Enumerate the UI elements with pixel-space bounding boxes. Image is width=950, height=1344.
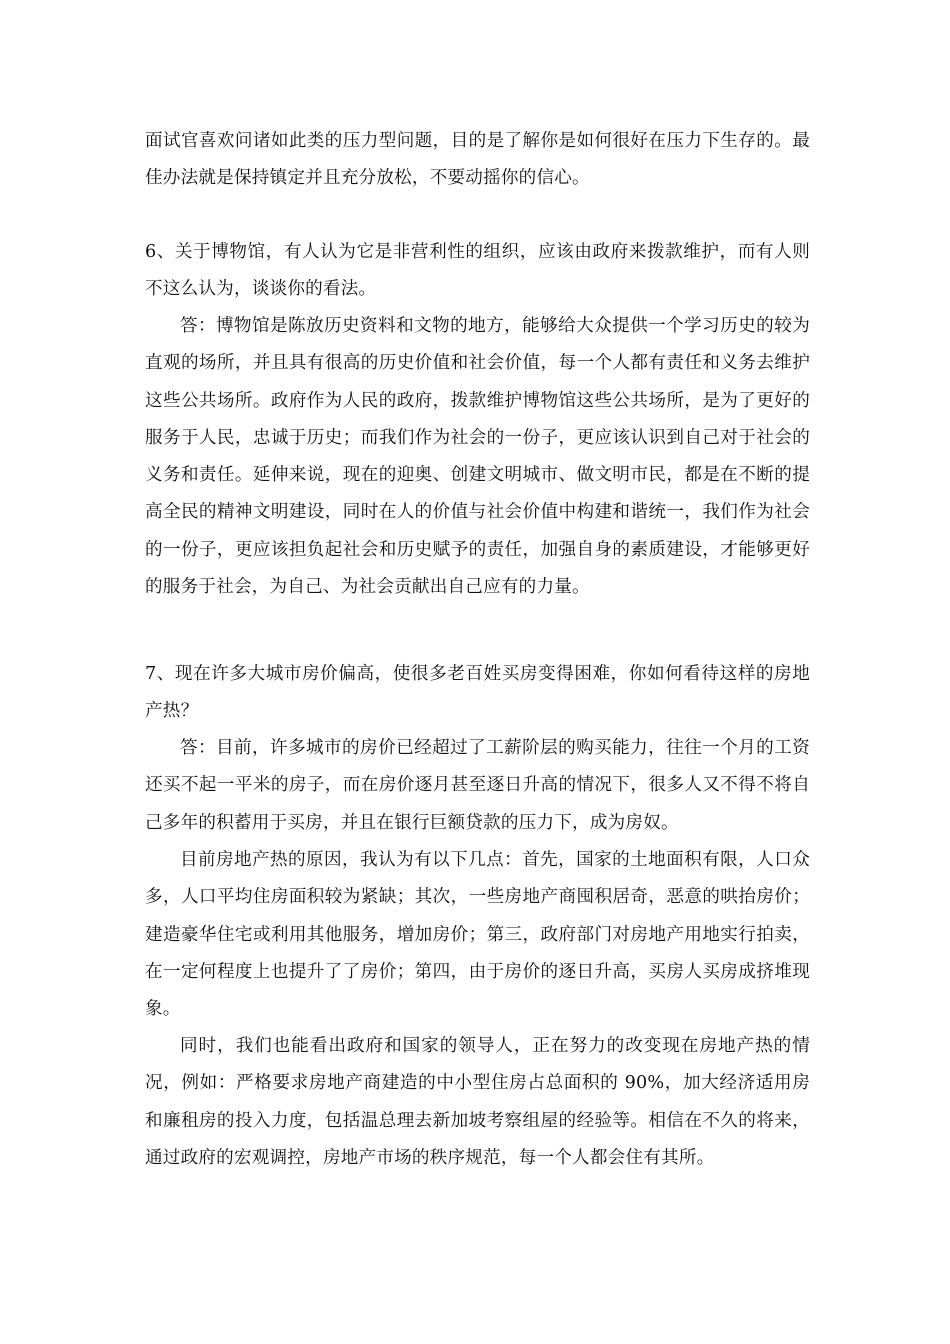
answer-7-paragraph-1: 答：目前，许多城市的房价已经超过了工薪阶层的购买能力，往往一个月的工资还买不起一平米的房子，而在房价逐月甚至逐日升高的情况下，很多人又不得不将自己多年的积蓄用于买房，并且在银行巨额贷款的压力下，成为房奴。 bbox=[145, 738, 810, 833]
paragraph-pressure-questions: 面试官喜欢问诸如此类的压力型问题，目的是了解你是如何很好在压力下生存的。最佳办法就是保持镇定并且充分放松，不要动摇你的信心。 bbox=[145, 131, 810, 189]
answer-7-paragraph-3: 同时，我们也能看出政府和国家的领导人，正在努力的改变现在房地产热的情况，例如：严格要求房地产商建造的中小型住房占总面积的 90%，加大经济适用房和廉租房的投入力度，包括温总理去新加坡考察组屋的经验等。相信在不久的将来，通过政府的宏观调控，房地产市场的秩序规范，每一个人都会住有其所。 bbox=[145, 1036, 810, 1168]
answer-7-paragraph-2: 目前房地产热的原因，我认为有以下几点：首先，国家的土地面积有限，人口众多，人口平均住房面积较为紧缺；其次，一些房地产商囤积居奇，恶意的哄抬房价；建造豪华住宅或利用其他服务，增加房价；第三，政府部门对房地产用地实行拍卖，在一定何程度上也提升了了房价；第四，由于房价的逐日升高，买房人买房成挤堆现象。 bbox=[145, 850, 810, 1020]
question-6-museum: 6、关于博物馆，有人认为它是非营利性的组织，应该由政府来拨款维护，而有人则不这么认为，谈谈你的看法。 bbox=[145, 242, 810, 300]
answer-6-museum: 答：博物馆是陈放历史资料和文物的地方，能够给大众提供一个学习历史的较为直观的场所，并且具有很高的历史价值和社会价值，每一个人都有责任和义务去维护这些公共场所。政府作为人民的政府，拨款维护博物馆这些公共场所，是为了更好的服务于人民，忠诚于历史；而我们作为社会的一份子，更应该认识到自己对于社会的义务和责任。延伸来说，现在的迎奥、创建文明城市、做文明市民，都是在不断的提高全民的精神文明建设，同时在人的价值与社会价值中构建和谐统一，我们作为社会的一份子，更应该担负起社会和历史赋予的责任，加强自身的素质建设，才能够更好的服务于社会，为自己、为社会贡献出自己应有的力量。 bbox=[145, 316, 810, 598]
question-7-housing: 7、现在许多大城市房价偏高，使很多老百姓买房变得困难，你如何看待这样的房地产热？ bbox=[145, 664, 810, 722]
